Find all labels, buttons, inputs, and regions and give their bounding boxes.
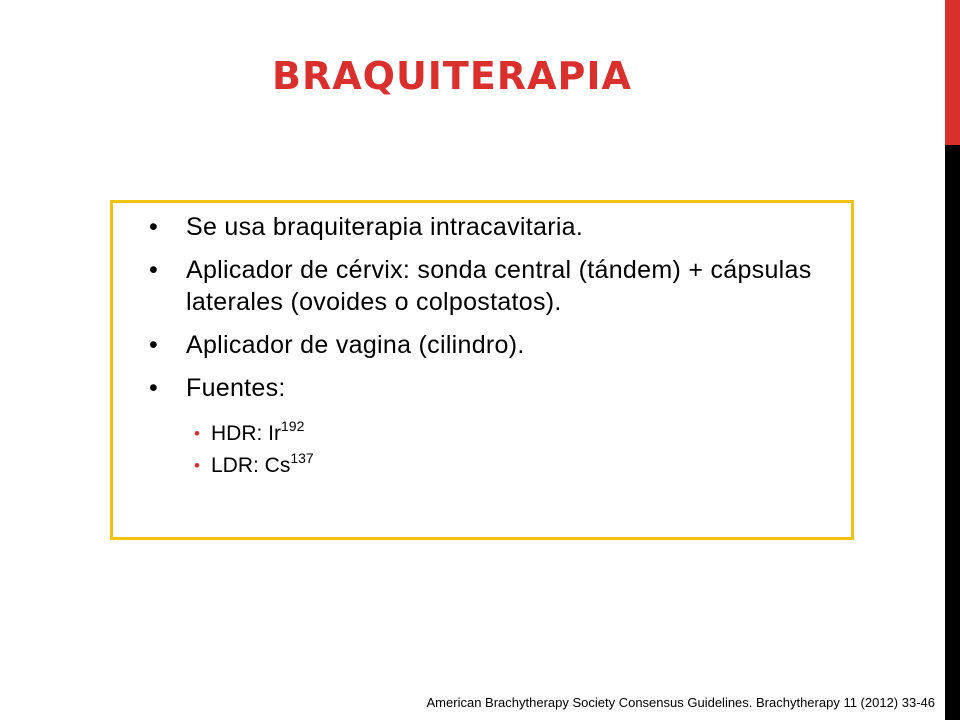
bullet-item: [149, 254, 839, 318]
content-box: [110, 200, 854, 540]
sub-bullet-label: LDR: Cs: [211, 454, 291, 477]
isotope-mass-number: 192: [281, 418, 305, 434]
edge-accent-bar-black: [945, 145, 960, 720]
slide-title: BRAQUITERAPIA: [272, 54, 632, 98]
bullet-item: [149, 329, 839, 361]
bullet-dot: •: [149, 374, 159, 402]
bullet-dot: •: [149, 331, 159, 359]
bullet-dot: •: [149, 213, 159, 241]
bullet-text: Aplicador de cérvix: sonda central (tándem) + cápsulas laterales (ovoides o colpostatos).: [186, 256, 812, 316]
bullet-dot: •: [149, 256, 159, 284]
citation: American Brachytherapy Society Consensus Guidelines. Brachytherapy 11 (2012) 33-46: [426, 695, 935, 710]
bullet-item: [149, 372, 839, 404]
bullet-text: Aplicador de vagina (cilindro).: [186, 331, 525, 359]
isotope-mass-number: 137: [290, 450, 314, 466]
bullet-text: Se usa braquiterapia intracavitaria.: [186, 213, 584, 241]
sub-bullet-list: [194, 418, 314, 485]
edge-accent-bar-red: [945, 0, 960, 145]
bullet-text: Fuentes:: [186, 374, 286, 402]
sub-bullet-item-ldr: [194, 450, 314, 479]
sub-bullet-item-hdr: [194, 418, 314, 447]
bullet-list: [149, 211, 839, 415]
sub-bullet-dot: •: [194, 424, 200, 443]
sub-bullet-dot: •: [194, 456, 200, 475]
bullet-item: [149, 211, 839, 243]
sub-bullet-label: HDR: Ir: [211, 422, 281, 445]
